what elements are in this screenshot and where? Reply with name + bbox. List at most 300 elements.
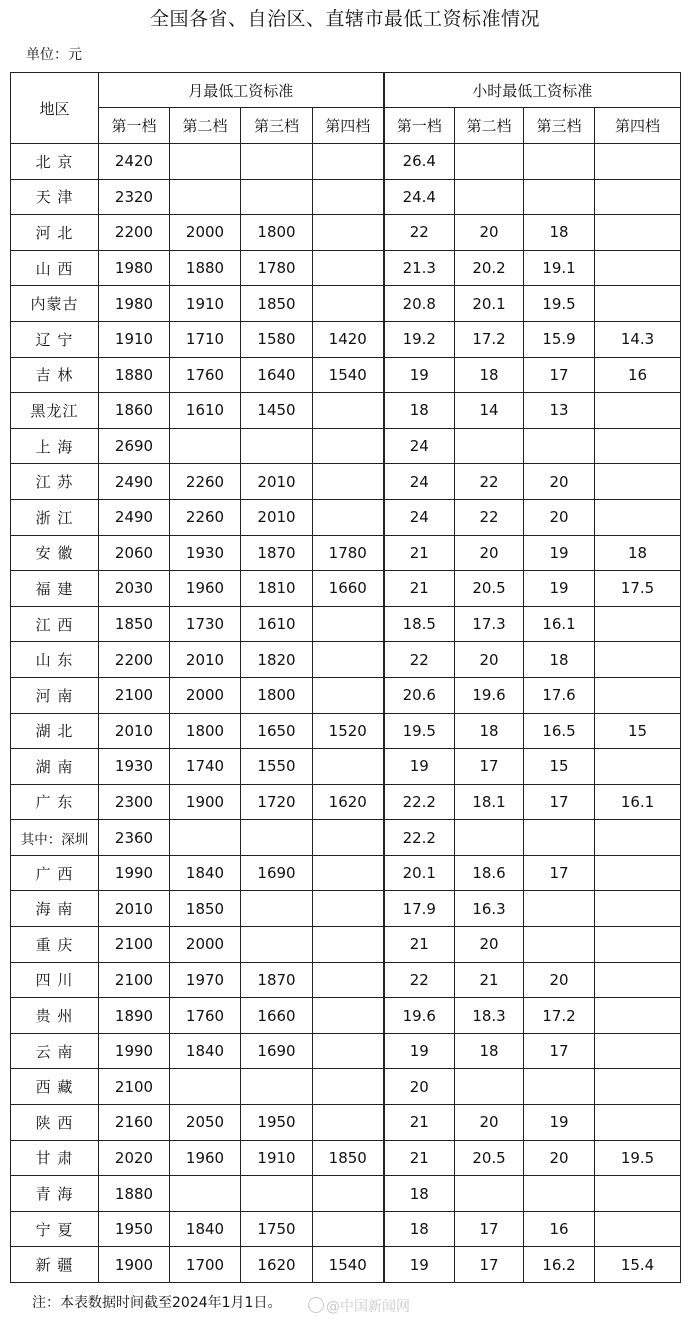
hourly-tier-1-cell: 22.2 <box>384 820 455 856</box>
hourly-tier-3-cell: 19 <box>524 535 595 571</box>
header-hourly-tier-2: 第二档 <box>455 108 524 144</box>
monthly-tier-2-cell <box>170 1176 241 1212</box>
monthly-tier-4-cell <box>313 215 384 251</box>
table-row <box>11 962 681 998</box>
hourly-tier-2-cell: 22 <box>455 464 524 500</box>
region-cell: 新 疆 <box>11 1247 99 1283</box>
table-row <box>11 1140 681 1176</box>
monthly-tier-2-cell: 2010 <box>170 642 241 678</box>
hourly-tier-2-cell: 20 <box>455 642 524 678</box>
monthly-tier-4-cell <box>313 428 384 464</box>
hourly-tier-4-cell <box>595 927 681 963</box>
watermark <box>308 1296 410 1316</box>
hourly-tier-2-cell: 20 <box>455 215 524 251</box>
hourly-tier-1-cell: 19 <box>384 357 455 393</box>
monthly-tier-3-cell: 2010 <box>241 464 313 500</box>
table-row <box>11 820 681 856</box>
hourly-tier-2-cell: 20 <box>455 927 524 963</box>
header-hourly: 小时最低工资标准 <box>384 73 681 108</box>
table-row <box>11 571 681 607</box>
monthly-tier-2-cell: 1760 <box>170 998 241 1034</box>
hourly-tier-2-cell: 18 <box>455 1033 524 1069</box>
hourly-tier-3-cell: 19.1 <box>524 250 595 286</box>
hourly-tier-2-cell <box>455 1176 524 1212</box>
hourly-tier-4-cell: 18 <box>595 535 681 571</box>
monthly-tier-4-cell <box>313 855 384 891</box>
hourly-tier-3-cell <box>524 891 595 927</box>
monthly-tier-4-cell: 1780 <box>313 535 384 571</box>
region-cell: 广 西 <box>11 855 99 891</box>
hourly-tier-4-cell <box>595 464 681 500</box>
hourly-tier-1-cell: 18 <box>384 1211 455 1247</box>
hourly-tier-4-cell <box>595 1069 681 1105</box>
hourly-tier-4-cell <box>595 1033 681 1069</box>
region-cell: 浙 江 <box>11 499 99 535</box>
hourly-tier-4-cell <box>595 179 681 215</box>
hourly-tier-3-cell: 18 <box>524 215 595 251</box>
hourly-tier-4-cell <box>595 1176 681 1212</box>
hourly-tier-1-cell: 21.3 <box>384 250 455 286</box>
region-cell: 甘 肃 <box>11 1140 99 1176</box>
monthly-tier-4-cell <box>313 144 384 180</box>
hourly-tier-3-cell: 19 <box>524 1105 595 1141</box>
monthly-tier-4-cell <box>313 927 384 963</box>
hourly-tier-1-cell: 20.1 <box>384 855 455 891</box>
monthly-tier-4-cell: 1620 <box>313 784 384 820</box>
hourly-tier-3-cell <box>524 428 595 464</box>
monthly-tier-3-cell <box>241 179 313 215</box>
hourly-tier-1-cell: 26.4 <box>384 144 455 180</box>
monthly-tier-3-cell <box>241 428 313 464</box>
region-cell: 山 东 <box>11 642 99 678</box>
monthly-tier-1-cell: 1880 <box>99 357 170 393</box>
hourly-tier-3-cell: 16 <box>524 1211 595 1247</box>
monthly-tier-2-cell: 1910 <box>170 286 241 322</box>
monthly-tier-3-cell: 1640 <box>241 357 313 393</box>
monthly-tier-1-cell: 2020 <box>99 1140 170 1176</box>
table-row <box>11 927 681 963</box>
hourly-tier-2-cell: 17.2 <box>455 321 524 357</box>
region-cell: 北 京 <box>11 144 99 180</box>
table-row <box>11 677 681 713</box>
monthly-tier-3-cell <box>241 891 313 927</box>
region-cell: 海 南 <box>11 891 99 927</box>
region-cell: 河 南 <box>11 677 99 713</box>
monthly-tier-1-cell: 2010 <box>99 891 170 927</box>
monthly-tier-2-cell: 1840 <box>170 855 241 891</box>
monthly-tier-4-cell <box>313 820 384 856</box>
hourly-tier-4-cell: 16 <box>595 357 681 393</box>
hourly-tier-1-cell: 19 <box>384 749 455 785</box>
monthly-tier-4-cell <box>313 891 384 927</box>
hourly-tier-3-cell <box>524 927 595 963</box>
hourly-tier-4-cell <box>595 1211 681 1247</box>
hourly-tier-3-cell <box>524 144 595 180</box>
monthly-tier-3-cell: 1610 <box>241 606 313 642</box>
hourly-tier-3-cell: 20 <box>524 1140 595 1176</box>
table-row <box>11 250 681 286</box>
hourly-tier-2-cell: 21 <box>455 962 524 998</box>
region-cell: 湖 北 <box>11 713 99 749</box>
hourly-tier-3-cell: 17 <box>524 1033 595 1069</box>
region-cell: 其中：深圳 <box>11 820 99 856</box>
monthly-tier-4-cell <box>313 179 384 215</box>
hourly-tier-2-cell: 19.6 <box>455 677 524 713</box>
unit-label: 单位：元 <box>26 47 82 63</box>
hourly-tier-1-cell: 24.4 <box>384 179 455 215</box>
table-row <box>11 357 681 393</box>
region-cell: 贵 州 <box>11 998 99 1034</box>
monthly-tier-2-cell <box>170 428 241 464</box>
monthly-tier-3-cell: 1690 <box>241 1033 313 1069</box>
hourly-tier-2-cell <box>455 144 524 180</box>
monthly-tier-1-cell: 2100 <box>99 927 170 963</box>
monthly-tier-3-cell: 1720 <box>241 784 313 820</box>
hourly-tier-1-cell: 21 <box>384 535 455 571</box>
table-row <box>11 215 681 251</box>
watermark-text: @中国新闻网 <box>326 1299 410 1315</box>
hourly-tier-4-cell <box>595 1105 681 1141</box>
monthly-tier-3-cell <box>241 1069 313 1105</box>
monthly-tier-4-cell: 1660 <box>313 571 384 607</box>
hourly-tier-3-cell: 17 <box>524 784 595 820</box>
monthly-tier-3-cell: 1820 <box>241 642 313 678</box>
hourly-tier-4-cell <box>595 998 681 1034</box>
table-row <box>11 855 681 891</box>
monthly-tier-1-cell: 1990 <box>99 855 170 891</box>
hourly-tier-3-cell: 20 <box>524 962 595 998</box>
monthly-tier-2-cell: 1730 <box>170 606 241 642</box>
monthly-tier-1-cell: 1890 <box>99 998 170 1034</box>
region-cell: 陕 西 <box>11 1105 99 1141</box>
region-cell: 吉 林 <box>11 357 99 393</box>
hourly-tier-2-cell <box>455 820 524 856</box>
table-row <box>11 749 681 785</box>
monthly-tier-4-cell: 1520 <box>313 713 384 749</box>
region-cell: 上 海 <box>11 428 99 464</box>
monthly-tier-1-cell: 2490 <box>99 464 170 500</box>
hourly-tier-4-cell <box>595 606 681 642</box>
table-row <box>11 1105 681 1141</box>
monthly-tier-3-cell: 1800 <box>241 215 313 251</box>
hourly-tier-3-cell: 20 <box>524 464 595 500</box>
hourly-tier-2-cell: 17 <box>455 1211 524 1247</box>
monthly-tier-2-cell: 1880 <box>170 250 241 286</box>
header-monthly-tier-2: 第二档 <box>170 108 241 144</box>
monthly-tier-4-cell: 1420 <box>313 321 384 357</box>
monthly-tier-4-cell: 1850 <box>313 1140 384 1176</box>
monthly-tier-2-cell: 2260 <box>170 499 241 535</box>
monthly-tier-1-cell: 1860 <box>99 393 170 429</box>
monthly-tier-2-cell: 2000 <box>170 927 241 963</box>
hourly-tier-1-cell: 22 <box>384 215 455 251</box>
hourly-tier-2-cell: 20.5 <box>455 1140 524 1176</box>
monthly-tier-4-cell <box>313 1176 384 1212</box>
hourly-tier-1-cell: 19.6 <box>384 998 455 1034</box>
region-cell: 云 南 <box>11 1033 99 1069</box>
hourly-tier-4-cell <box>595 642 681 678</box>
monthly-tier-4-cell <box>313 1211 384 1247</box>
hourly-tier-3-cell: 16.5 <box>524 713 595 749</box>
table-row <box>11 713 681 749</box>
hourly-tier-1-cell: 22 <box>384 642 455 678</box>
monthly-tier-4-cell <box>313 250 384 286</box>
table-row <box>11 499 681 535</box>
monthly-tier-1-cell: 1980 <box>99 286 170 322</box>
header-monthly: 月最低工资标准 <box>99 73 384 108</box>
hourly-tier-2-cell: 20 <box>455 1105 524 1141</box>
hourly-tier-1-cell: 19 <box>384 1247 455 1283</box>
monthly-tier-1-cell: 2490 <box>99 499 170 535</box>
monthly-tier-2-cell: 1900 <box>170 784 241 820</box>
hourly-tier-3-cell: 15.9 <box>524 321 595 357</box>
table-row <box>11 393 681 429</box>
hourly-tier-4-cell <box>595 820 681 856</box>
hourly-tier-2-cell: 14 <box>455 393 524 429</box>
header-hourly-tier-4: 第四档 <box>595 108 681 144</box>
monthly-tier-1-cell: 2320 <box>99 179 170 215</box>
monthly-tier-4-cell: 1540 <box>313 357 384 393</box>
table-row <box>11 1069 681 1105</box>
monthly-tier-3-cell: 1870 <box>241 962 313 998</box>
monthly-tier-1-cell: 2010 <box>99 713 170 749</box>
monthly-tier-1-cell: 2160 <box>99 1105 170 1141</box>
region-cell: 宁 夏 <box>11 1211 99 1247</box>
hourly-tier-3-cell: 19 <box>524 571 595 607</box>
hourly-tier-4-cell <box>595 144 681 180</box>
monthly-tier-1-cell: 2030 <box>99 571 170 607</box>
monthly-tier-1-cell: 1950 <box>99 1211 170 1247</box>
monthly-tier-4-cell <box>313 606 384 642</box>
region-cell: 湖 南 <box>11 749 99 785</box>
monthly-tier-3-cell: 1690 <box>241 855 313 891</box>
monthly-tier-4-cell <box>313 286 384 322</box>
monthly-tier-1-cell: 1850 <box>99 606 170 642</box>
monthly-tier-2-cell: 1700 <box>170 1247 241 1283</box>
hourly-tier-4-cell: 14.3 <box>595 321 681 357</box>
hourly-tier-2-cell <box>455 428 524 464</box>
hourly-tier-1-cell: 21 <box>384 1140 455 1176</box>
monthly-tier-2-cell: 2260 <box>170 464 241 500</box>
monthly-tier-1-cell: 2300 <box>99 784 170 820</box>
minimum-wage-table <box>10 72 681 1283</box>
monthly-tier-2-cell: 1960 <box>170 571 241 607</box>
table-row <box>11 321 681 357</box>
monthly-tier-3-cell: 1870 <box>241 535 313 571</box>
hourly-tier-4-cell: 17.5 <box>595 571 681 607</box>
monthly-tier-2-cell: 1970 <box>170 962 241 998</box>
hourly-tier-4-cell <box>595 428 681 464</box>
monthly-tier-2-cell: 1960 <box>170 1140 241 1176</box>
hourly-tier-2-cell: 20.5 <box>455 571 524 607</box>
table-row <box>11 286 681 322</box>
monthly-tier-1-cell: 1910 <box>99 321 170 357</box>
table-row <box>11 784 681 820</box>
monthly-tier-4-cell <box>313 677 384 713</box>
hourly-tier-1-cell: 19.5 <box>384 713 455 749</box>
monthly-tier-3-cell: 1620 <box>241 1247 313 1283</box>
monthly-tier-3-cell: 1810 <box>241 571 313 607</box>
hourly-tier-3-cell <box>524 1176 595 1212</box>
region-cell: 山 西 <box>11 250 99 286</box>
table-row <box>11 642 681 678</box>
table-row <box>11 464 681 500</box>
region-cell: 江 西 <box>11 606 99 642</box>
hourly-tier-2-cell <box>455 179 524 215</box>
monthly-tier-4-cell <box>313 642 384 678</box>
hourly-tier-1-cell: 21 <box>384 1105 455 1141</box>
hourly-tier-1-cell: 17.9 <box>384 891 455 927</box>
monthly-tier-2-cell <box>170 1069 241 1105</box>
monthly-tier-1-cell: 2200 <box>99 215 170 251</box>
monthly-tier-2-cell: 1610 <box>170 393 241 429</box>
hourly-tier-4-cell: 15 <box>595 713 681 749</box>
hourly-tier-4-cell <box>595 962 681 998</box>
hourly-tier-1-cell: 20.6 <box>384 677 455 713</box>
hourly-tier-2-cell: 17.3 <box>455 606 524 642</box>
monthly-tier-1-cell: 2360 <box>99 820 170 856</box>
page-title: 全国各省、自治区、直辖市最低工资标准情况 <box>149 8 540 30</box>
hourly-tier-1-cell: 19.2 <box>384 321 455 357</box>
monthly-tier-3-cell: 1650 <box>241 713 313 749</box>
hourly-tier-4-cell <box>595 855 681 891</box>
region-cell: 重 庆 <box>11 927 99 963</box>
monthly-tier-4-cell <box>313 962 384 998</box>
hourly-tier-2-cell: 22 <box>455 499 524 535</box>
hourly-tier-3-cell: 17 <box>524 855 595 891</box>
hourly-tier-2-cell: 20.2 <box>455 250 524 286</box>
monthly-tier-4-cell <box>313 749 384 785</box>
region-cell: 四 川 <box>11 962 99 998</box>
hourly-tier-4-cell <box>595 393 681 429</box>
hourly-tier-2-cell: 18 <box>455 357 524 393</box>
hourly-tier-2-cell: 16.3 <box>455 891 524 927</box>
monthly-tier-1-cell: 2060 <box>99 535 170 571</box>
header-region: 地区 <box>11 73 99 144</box>
monthly-tier-3-cell <box>241 820 313 856</box>
hourly-tier-3-cell: 17.2 <box>524 998 595 1034</box>
monthly-tier-3-cell: 2010 <box>241 499 313 535</box>
monthly-tier-4-cell <box>313 1033 384 1069</box>
region-cell: 西 藏 <box>11 1069 99 1105</box>
weibo-logo-icon <box>308 1297 324 1313</box>
monthly-tier-3-cell: 1780 <box>241 250 313 286</box>
monthly-tier-2-cell: 1840 <box>170 1033 241 1069</box>
monthly-tier-2-cell: 2000 <box>170 215 241 251</box>
hourly-tier-2-cell: 17 <box>455 749 524 785</box>
monthly-tier-2-cell: 1850 <box>170 891 241 927</box>
header-hourly-tier-1: 第一档 <box>384 108 455 144</box>
monthly-tier-1-cell: 2200 <box>99 642 170 678</box>
hourly-tier-3-cell: 18 <box>524 642 595 678</box>
hourly-tier-1-cell: 24 <box>384 499 455 535</box>
monthly-tier-3-cell: 1950 <box>241 1105 313 1141</box>
hourly-tier-2-cell <box>455 1069 524 1105</box>
monthly-tier-1-cell: 1990 <box>99 1033 170 1069</box>
monthly-tier-3-cell: 1550 <box>241 749 313 785</box>
hourly-tier-1-cell: 21 <box>384 571 455 607</box>
monthly-tier-3-cell: 1580 <box>241 321 313 357</box>
hourly-tier-3-cell: 16.2 <box>524 1247 595 1283</box>
hourly-tier-4-cell <box>595 499 681 535</box>
footnote: 注：本表数据时间截至2024年1月1日。 <box>32 1295 282 1311</box>
hourly-tier-1-cell: 20.8 <box>384 286 455 322</box>
table-row <box>11 891 681 927</box>
monthly-tier-2-cell: 1740 <box>170 749 241 785</box>
region-cell: 黑龙江 <box>11 393 99 429</box>
monthly-tier-1-cell: 1930 <box>99 749 170 785</box>
hourly-tier-2-cell: 17 <box>455 1247 524 1283</box>
table-row <box>11 179 681 215</box>
monthly-tier-2-cell: 2050 <box>170 1105 241 1141</box>
table-row <box>11 1211 681 1247</box>
hourly-tier-1-cell: 21 <box>384 927 455 963</box>
region-cell: 福 建 <box>11 571 99 607</box>
monthly-tier-3-cell: 1450 <box>241 393 313 429</box>
hourly-tier-2-cell: 18.6 <box>455 855 524 891</box>
hourly-tier-1-cell: 24 <box>384 464 455 500</box>
monthly-tier-4-cell <box>313 998 384 1034</box>
hourly-tier-2-cell: 20.1 <box>455 286 524 322</box>
monthly-tier-1-cell: 2100 <box>99 677 170 713</box>
hourly-tier-2-cell: 18.3 <box>455 998 524 1034</box>
header-hourly-tier-3: 第三档 <box>524 108 595 144</box>
header-monthly-tier-3: 第三档 <box>241 108 313 144</box>
hourly-tier-4-cell <box>595 749 681 785</box>
table-row <box>11 1247 681 1283</box>
hourly-tier-3-cell <box>524 1069 595 1105</box>
monthly-tier-4-cell <box>313 393 384 429</box>
monthly-tier-2-cell: 1840 <box>170 1211 241 1247</box>
monthly-tier-1-cell: 1880 <box>99 1176 170 1212</box>
hourly-tier-3-cell: 16.1 <box>524 606 595 642</box>
monthly-tier-4-cell <box>313 1105 384 1141</box>
monthly-tier-3-cell: 1660 <box>241 998 313 1034</box>
monthly-tier-4-cell <box>313 1069 384 1105</box>
hourly-tier-2-cell: 20 <box>455 535 524 571</box>
monthly-tier-2-cell: 1760 <box>170 357 241 393</box>
hourly-tier-3-cell <box>524 179 595 215</box>
region-cell: 天 津 <box>11 179 99 215</box>
monthly-tier-2-cell: 1710 <box>170 321 241 357</box>
monthly-tier-2-cell: 1800 <box>170 713 241 749</box>
table-row <box>11 535 681 571</box>
hourly-tier-1-cell: 22 <box>384 962 455 998</box>
hourly-tier-1-cell: 22.2 <box>384 784 455 820</box>
monthly-tier-3-cell: 1850 <box>241 286 313 322</box>
header-monthly-tier-4: 第四档 <box>313 108 384 144</box>
hourly-tier-1-cell: 18.5 <box>384 606 455 642</box>
monthly-tier-1-cell: 1980 <box>99 250 170 286</box>
monthly-tier-1-cell: 2100 <box>99 962 170 998</box>
monthly-tier-2-cell: 2000 <box>170 677 241 713</box>
monthly-tier-4-cell <box>313 499 384 535</box>
hourly-tier-4-cell <box>595 891 681 927</box>
hourly-tier-4-cell <box>595 215 681 251</box>
table-row <box>11 1176 681 1212</box>
region-cell: 辽 宁 <box>11 321 99 357</box>
monthly-tier-1-cell: 2690 <box>99 428 170 464</box>
monthly-tier-4-cell: 1540 <box>313 1247 384 1283</box>
region-cell: 河 北 <box>11 215 99 251</box>
hourly-tier-3-cell: 13 <box>524 393 595 429</box>
hourly-tier-2-cell: 18 <box>455 713 524 749</box>
monthly-tier-1-cell: 1900 <box>99 1247 170 1283</box>
region-cell: 安 徽 <box>11 535 99 571</box>
hourly-tier-4-cell: 19.5 <box>595 1140 681 1176</box>
table-row <box>11 1033 681 1069</box>
monthly-tier-2-cell <box>170 820 241 856</box>
